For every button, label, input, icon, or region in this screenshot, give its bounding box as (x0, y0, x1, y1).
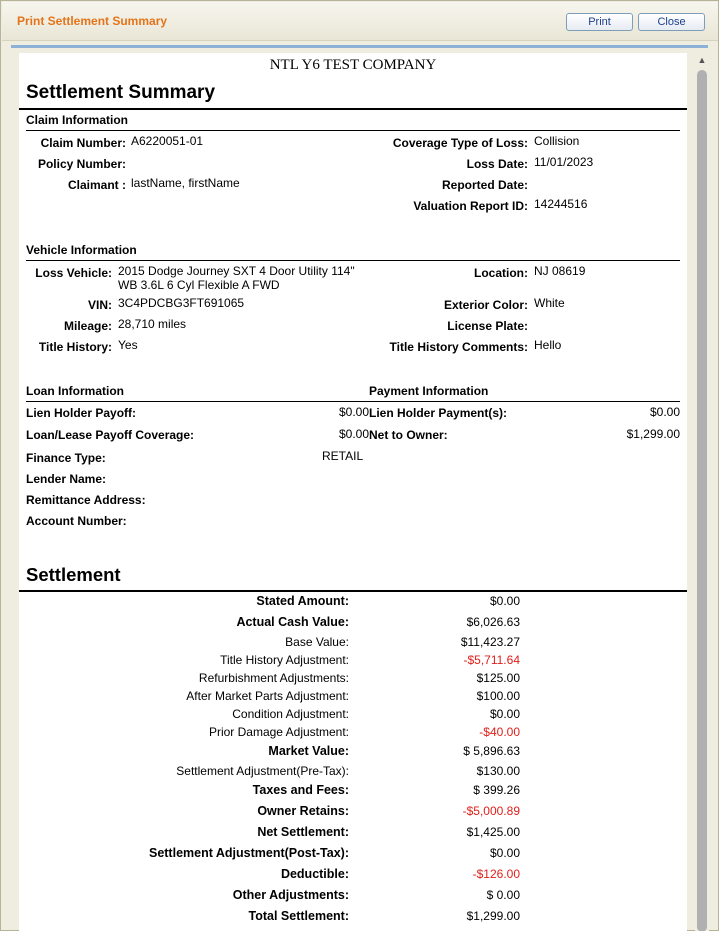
scrollbar-thumb[interactable] (697, 70, 707, 931)
loss-vehicle-line1: 2015 Dodge Journey SXT 4 Door Utility 114" (118, 264, 355, 278)
claim-number-value: A6220051-01 (131, 134, 204, 148)
window-titlebar (2, 2, 718, 41)
claimant-value: lastName, firstName (131, 176, 240, 190)
company-name: NTL Y6 TEST COMPANY (269, 57, 437, 73)
settlement-row-value: $1,425.00 (466, 825, 520, 839)
scroll-up-arrow-icon[interactable]: ▲ (697, 55, 707, 65)
title-comments-label: Title History Comments: (389, 340, 528, 354)
vehicle-info-rule (26, 260, 680, 261)
lender-name-label: Lender Name: (26, 472, 107, 486)
finance-type-value: RETAIL (322, 449, 364, 463)
settlement-row-label: Owner Retains: (257, 804, 349, 818)
title-history-label: Title History: (38, 340, 112, 354)
header-divider (11, 45, 708, 48)
lease-coverage-value: $0.00 (338, 427, 369, 441)
settlement-row-value: $0.00 (489, 846, 520, 860)
settlement-row-label: Actual Cash Value: (236, 615, 349, 629)
settlement-row-label: Taxes and Fees: (252, 783, 349, 797)
settlement-row-value: $100.00 (476, 689, 520, 703)
settlement-row-value: $130.00 (476, 764, 520, 778)
claim-info-heading: Claim Information (26, 113, 129, 127)
close-button[interactable]: Close (638, 13, 705, 31)
settlement-row-label: Refurbishment Adjustments: (198, 671, 349, 685)
settlement-row-label: Market Value: (268, 744, 349, 758)
settlement-row-label: Settlement Adjustment(Post-Tax): (148, 846, 349, 860)
settlement-row-label: Deductible: (280, 867, 349, 881)
window-title: Print Settlement Summary (17, 14, 168, 28)
payment-info-heading: Payment Information (369, 384, 489, 398)
title-comments-value: Hello (534, 338, 562, 352)
settlement-row-value: -$126.00 (472, 867, 520, 881)
settlement-row-label: Title History Adjustment: (220, 653, 349, 667)
lien-payoff-value: $0.00 (338, 405, 369, 419)
settlement-row-label: After Market Parts Adjustment: (186, 689, 349, 703)
page-title: Settlement Summary (26, 82, 216, 103)
net-owner-label: Net to Owner: (369, 428, 448, 442)
settlement-row-value: $1,299.00 (466, 909, 520, 923)
loan-info-heading: Loan Information (26, 384, 124, 398)
settlement-row-value: -$5,000.89 (462, 804, 520, 818)
settlement-row-label: Prior Damage Adjustment: (208, 725, 349, 739)
settlement-row-value: $ 399.26 (473, 783, 520, 797)
settlement-row-label: Net Settlement: (257, 825, 349, 839)
loss-date-value: 11/01/2023 (534, 155, 594, 169)
coverage-type-value: Collision (534, 134, 580, 148)
valuation-id-value: 14244516 (534, 197, 588, 211)
mileage-label: Mileage: (63, 319, 112, 333)
settlement-row-value: $125.00 (476, 671, 520, 685)
title-rule (19, 108, 687, 110)
settlement-row-value: $0.00 (489, 594, 520, 608)
lien-payment-label: Lien Holder Payment(s): (369, 406, 508, 420)
settlement-rule (19, 590, 687, 592)
net-owner-value: $1,299.00 (626, 427, 680, 441)
exterior-color-label: Exterior Color: (443, 298, 528, 312)
location-value: NJ 08619 (534, 264, 586, 278)
remittance-address-label: Remittance Address: (26, 493, 146, 507)
vin-value: 3C4PDCBG3FT691065 (118, 296, 245, 310)
finance-type-label: Finance Type: (26, 451, 106, 465)
loan-info-rule (26, 401, 680, 402)
settlement-row-value: $0.00 (489, 707, 520, 721)
claim-info-rule (26, 130, 680, 131)
settlement-row-label: Total Settlement: (248, 909, 349, 923)
license-plate-label: License Plate: (447, 319, 528, 333)
settlement-row-value: $ 0.00 (486, 888, 520, 902)
print-button[interactable]: Print (566, 13, 633, 31)
loss-vehicle-line2: WB 3.6L 6 Cyl Flexible A FWD (118, 278, 280, 292)
settlement-row-label: Condition Adjustment: (232, 707, 349, 721)
vehicle-info-heading: Vehicle Information (26, 243, 137, 257)
claimant-label: Claimant : (67, 178, 126, 192)
account-number-label: Account Number: (26, 514, 127, 528)
location-label: Location: (474, 266, 528, 280)
lien-payment-value: $0.00 (649, 405, 680, 419)
settlement-row-value: $11,423.27 (460, 635, 520, 649)
lien-payoff-label: Lien Holder Payoff: (26, 406, 137, 420)
loss-date-label: Loss Date: (466, 157, 528, 171)
lease-coverage-label: Loan/Lease Payoff Coverage: (26, 428, 195, 442)
reported-date-label: Reported Date: (441, 178, 528, 192)
settlement-row-value: $ 5,896.63 (463, 744, 520, 758)
settlement-row-label: Other Adjustments: (232, 888, 349, 902)
settlement-row-value: -$40.00 (479, 725, 520, 739)
settlement-heading: Settlement (26, 564, 121, 585)
coverage-type-label: Coverage Type of Loss: (392, 136, 528, 150)
settlement-row-value: $6,026.63 (466, 615, 520, 629)
mileage-value: 28,710 miles (118, 317, 187, 331)
policy-number-label: Policy Number: (37, 157, 126, 171)
claim-number-label: Claim Number: (40, 136, 126, 150)
settlement-row-label: Settlement Adjustment(Pre-Tax): (176, 764, 349, 778)
valuation-id-label: Valuation Report ID: (413, 199, 528, 213)
settlement-row-label: Base Value: (285, 635, 349, 649)
vertical-scrollbar[interactable] (695, 53, 709, 931)
vin-label: VIN: (88, 298, 112, 312)
title-history-value: Yes (118, 338, 138, 352)
settlement-document (19, 53, 687, 931)
settlement-row-label: Stated Amount: (256, 594, 349, 608)
settlement-row-value: -$5,711.64 (463, 653, 520, 667)
exterior-color-value: White (534, 296, 565, 310)
loss-vehicle-label: Loss Vehicle: (35, 266, 112, 280)
